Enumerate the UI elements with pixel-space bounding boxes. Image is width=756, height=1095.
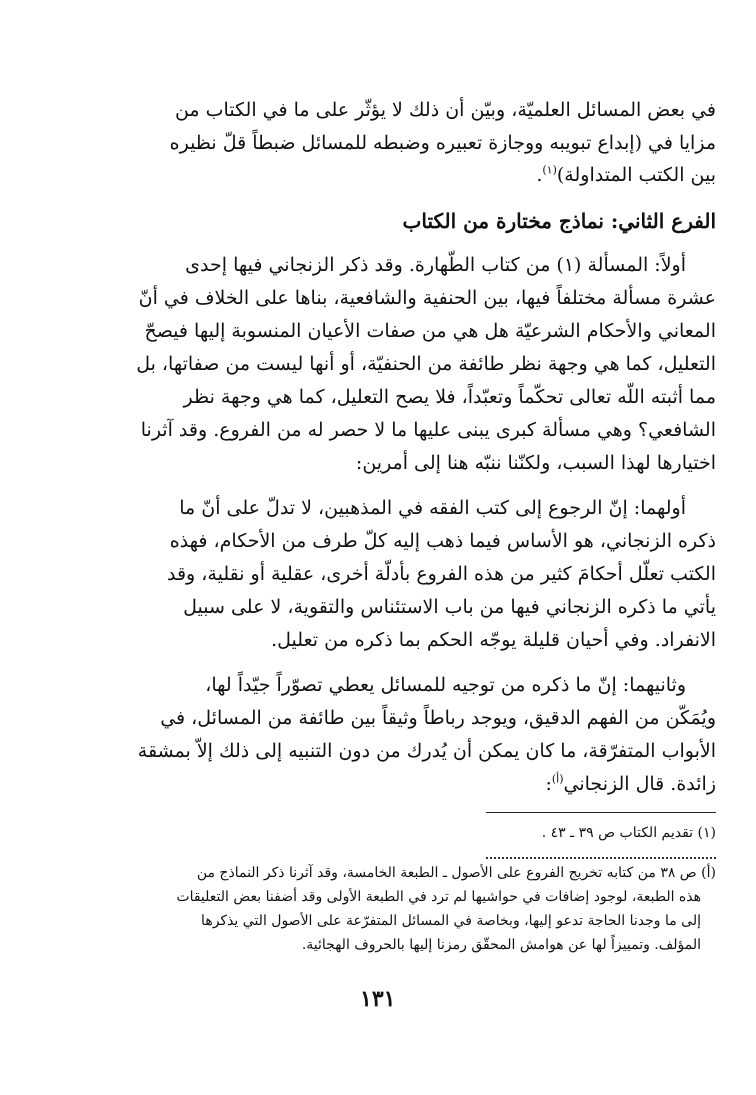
text-line: أولهما: إنّ الرجوع إلى كتب الفقه في المذهبين، لا تدلّ على أنّ ما: [179, 497, 686, 519]
text-line-tail: :: [545, 773, 552, 795]
footnote-ref-1: (١): [542, 163, 557, 177]
footnote-separator: [486, 812, 716, 813]
text-line-content: بين الكتب المتداولة): [556, 164, 716, 186]
text-line: [545, 769, 716, 799]
footnote-ref-a: (أ): [551, 772, 564, 786]
footnote-line: إلى ما وجدنا الحاجة تدعو إليها، وبخاصة في المسائل المتفرّعة على الأصول التي يذكرها: [201, 913, 701, 929]
text-line: وثانيهما: إنّ ما ذكره من توجيه للمسائل يعطي تصوّراً جيّداً لها،: [205, 674, 686, 696]
text-line: مما أثبته اللّه تعالى تحكّماً وتعبّداً، فلا يصح التعليل، كما هي وجهة نظر: [183, 386, 716, 408]
footnote-line: المؤلف. وتمييزاً لها عن هوامش المحقّق رمزنا إليها بالحروف الهجائية.: [301, 937, 701, 953]
footnote-line: (أ) ص ٣٨ من كتابه تخريج الفروع على الأصول ـ الطبعة الخامسة، وقد آثرنا ذكر النماذج من: [196, 865, 716, 881]
section-heading: الفرع الثاني: نماذج مختارة من الكتاب: [402, 209, 716, 233]
text-line: اختيارها لهذا السبب، ولكنّنا ننبّه هنا إلى أمرين:: [355, 452, 716, 474]
text-line: الشافعي؟ وهي مسألة كبرى يبنى عليها ما لا حصر له من الفروع. وقد آثرنا: [140, 419, 716, 441]
text-line: أولاً: المسألة (١) من كتاب الطّهارة. وقد ذكر الزنجاني فيها إحدى: [185, 254, 686, 276]
text-line: [536, 160, 716, 190]
text-line: ويُمَكّن من الفهم الدقيق، ويوجد رباطاً وثيقاً بين طائفة من المسائل، في: [160, 707, 716, 729]
text-line: الانفراد. وفي أحيان قليلة يوجّه الحكم بما ذكره من تعليل.: [271, 629, 716, 651]
page-number: ١٣١: [360, 986, 396, 1012]
text-line: في بعض المسائل العلميّة، وبيّن أن ذلك لا يؤثّر على ما في الكتاب من: [174, 99, 716, 121]
text-line: الكتب تعلّل أحكامَ كثير من هذه الفروع بأدلّة أخرى، عقلية أو نقلية، وقد: [167, 563, 716, 585]
text-line-tail: .: [536, 164, 543, 186]
text-line: يأتي ما ذكره الزنجاني فيها من باب الاستئناس والتقوية، لا على سبيل: [183, 596, 716, 618]
footnote-line: هذه الطبعة، لوجود إضافات في حواشيها لم ترد في الطبعة الأولى وقد أضفنا بعض التعليقات: [176, 889, 701, 905]
text-line-content: زائدة. قال الزنجاني: [563, 773, 716, 795]
footnote-1: (١) تقديم الكتاب ص ٣٩ ـ ٤٣ .: [541, 825, 716, 841]
footnote-dotted-separator: [486, 857, 716, 859]
text-line: الأبواب المتفرّقة، ما كان يمكن أن يُدرك من دون التنبيه إلى ذلك إلاّ بمشقة: [137, 740, 716, 762]
text-line: عشرة مسألة مختلفاً فيها، بين الحنفية والشافعية، بناها على الخلاف في أنّ: [138, 287, 716, 309]
text-line: ذكره الزنجاني، هو الأساس فيما ذهب إليه كلّ طرف من الأحكام، فهذه: [169, 530, 716, 552]
text-line: التعليل، كما هي وجهة نظر طائفة من الحنفيّة، أو أنها ليست من صفاتها، بل: [136, 353, 716, 375]
text-line: المعاني والأحكام الشرعيّة هل هي من صفات الأعيان المنسوبة إليها فيصحّ: [144, 320, 716, 342]
text-line: مزايا في (إبداع تبويبه ووجازة تعبيره وضبطه للمسائل ضبطاً قلّ نظيره: [169, 132, 716, 154]
